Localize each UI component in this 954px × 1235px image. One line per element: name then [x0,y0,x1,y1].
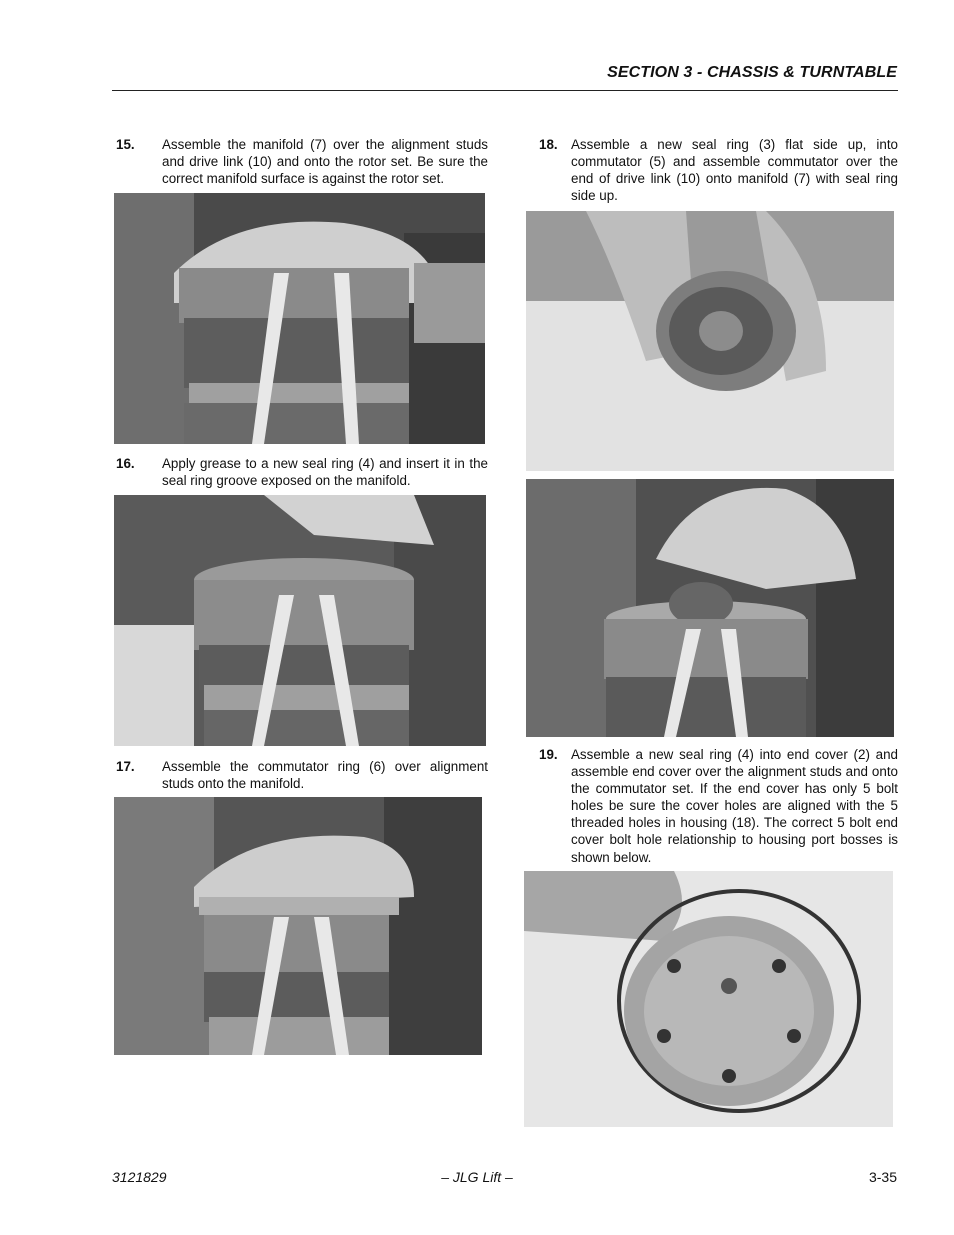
step-number: 19. [539,747,558,762]
section-title: SECTION 3 - CHASSIS & TURNTABLE [607,64,897,81]
step-18 [539,136,898,206]
step-text: Assemble a new seal ring (4) into end cover (2) and assemble end cover over the alignment studs and onto the commutator set. If the end cover has only 5 bolt holes be sure the cover holes are aligned with the 5 threaded holes in housing (18). The correct 5 bolt end cover bolt hole relationship to housing port bosses is shown below. [571,747,898,865]
step-text: Apply grease to a new seal ring (4) and insert it in the seal ring groove exposed on the manifold. [162,456,488,489]
step-text: Assemble the manifold (7) over the alignment studs and drive link (10) and onto the rotor set. Be sure the correct manifold surface is against the rotor set. [162,137,488,187]
step-16 [116,455,488,491]
photo-commutator-installed [526,479,894,737]
step-17 [116,758,488,794]
photo-manifold-assembly [114,193,485,444]
photo-commutator-ring [114,797,482,1055]
step-number: 16. [116,456,135,471]
step-number: 17. [116,759,135,774]
page-number: 3-35 [868,1169,897,1185]
step-text: Assemble a new seal ring (3) flat side up, into commutator (5) and assemble commutator over the end of drive link (10) onto manifold (7) with seal ring side up. [571,137,898,204]
step-19 [539,746,898,866]
publisher-name: – JLG Lift – [441,1169,513,1185]
step-number: 15. [116,137,135,152]
photo-end-cover [524,871,893,1127]
photo-seal-ring-groove [114,495,486,746]
step-text: Assemble the commutator ring (6) over alignment studs onto the manifold. [162,759,488,792]
header-divider [112,90,898,91]
document-number: 3121829 [112,1169,167,1185]
step-number: 18. [539,137,558,152]
photo-commutator-seal-ring [526,211,894,471]
step-15 [116,136,488,188]
